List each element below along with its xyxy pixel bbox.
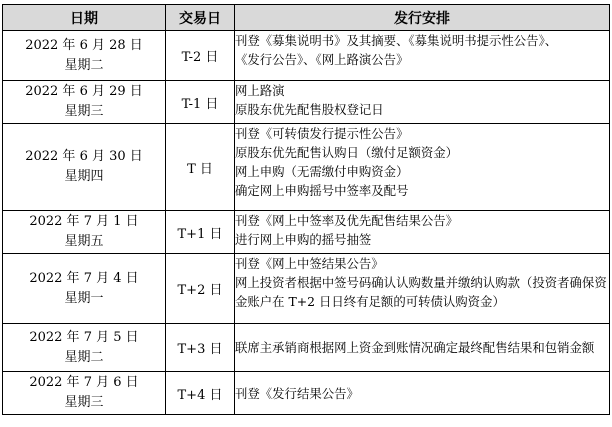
date-cell (3, 254, 166, 324)
trading-day-cell: T+3 日 (166, 324, 235, 372)
table-row (3, 211, 610, 254)
issuance-schedule-table (2, 4, 610, 415)
arrangement-item: 联席主承销商根据网上资金到账情况确定最终配售结果和包销金额 (235, 340, 595, 355)
arrangement-item: 网上申购（无需缴付申购资金） (235, 164, 409, 179)
date-cell (3, 81, 166, 124)
table-row (3, 124, 610, 211)
date-cell (3, 211, 166, 254)
trading-day-cell: T+1 日 (166, 211, 235, 254)
table-row (3, 254, 610, 324)
weekday-text: 星期二 (64, 349, 104, 365)
date-text: 2022 年 6 月 30 日 (25, 149, 143, 164)
table-header (3, 5, 610, 31)
trading-day-cell: T+4 日 (166, 372, 235, 415)
arrangement-item: 《发行公告》、《网上路演公告》 (235, 52, 409, 67)
arrangement-item: 确定网上申购摇号中签率及配号 (235, 183, 409, 198)
header-arrangement: 发行安排 (235, 5, 610, 31)
weekday-text: 星期一 (64, 290, 104, 306)
header-date: 日期 (3, 5, 166, 31)
table-row (3, 31, 610, 81)
weekday-text: 星期二 (64, 57, 104, 73)
header-trading-day: 交易日 (166, 5, 235, 31)
weekday-text: 星期三 (64, 395, 104, 410)
arrangement-item: 刊登《网上中签率及优先配售结果公告》 (235, 213, 459, 228)
arrangement-cell (235, 324, 610, 372)
date-text: 2022 年 6 月 28 日 (25, 37, 143, 53)
table-row (3, 372, 610, 415)
weekday-text: 星期三 (64, 104, 104, 119)
arrangement-item: 刊登《可转债发行提示性公告》 (235, 126, 409, 141)
weekday-text: 星期五 (64, 234, 104, 249)
date-text: 2022 年 7 月 1 日 (29, 214, 139, 229)
arrangement-cell (235, 372, 610, 415)
arrangement-item: 刊登《发行结果公告》 (235, 385, 359, 401)
date-cell (3, 324, 166, 372)
table-row (3, 81, 610, 124)
arrangement-item: 网上路演 (235, 83, 285, 98)
arrangement-item: 进行网上申购的摇号抽签 (235, 232, 372, 247)
arrangement-item: 原股东优先配售认购日（缴付足额资金） (235, 145, 459, 160)
arrangement-item: 刊登《网上中签结果公告》 (235, 256, 384, 271)
table-row (3, 324, 610, 372)
weekday-text: 星期四 (64, 169, 104, 184)
arrangement-cell (235, 81, 610, 124)
arrangement-item: 网上投资者根据中签号码确认认购数量并缴纳认购款（投资者确保资金账户在 T+2 日日终有足额的可转债认购资金） (235, 275, 607, 309)
date-text: 2022 年 7 月 4 日 (29, 270, 139, 286)
date-cell (3, 372, 166, 415)
trading-day-cell: T-1 日 (166, 81, 235, 124)
date-text: 2022 年 7 月 6 日 (29, 375, 139, 390)
date-cell (3, 124, 166, 211)
arrangement-cell (235, 31, 610, 81)
date-cell (3, 31, 166, 81)
date-text: 2022 年 6 月 29 日 (25, 84, 143, 99)
arrangement-item: 原股东优先配售股权登记日 (235, 102, 384, 117)
arrangement-cell (235, 124, 610, 211)
date-text: 2022 年 7 月 5 日 (29, 329, 139, 345)
arrangement-cell (235, 254, 610, 324)
arrangement-item: 刊登《募集说明书》及其摘要、《募集说明书提示性公告》、 (235, 33, 558, 48)
arrangement-cell (235, 211, 610, 254)
trading-day-cell: T 日 (166, 124, 235, 211)
trading-day-cell: T+2 日 (166, 254, 235, 324)
trading-day-cell: T-2 日 (166, 31, 235, 81)
